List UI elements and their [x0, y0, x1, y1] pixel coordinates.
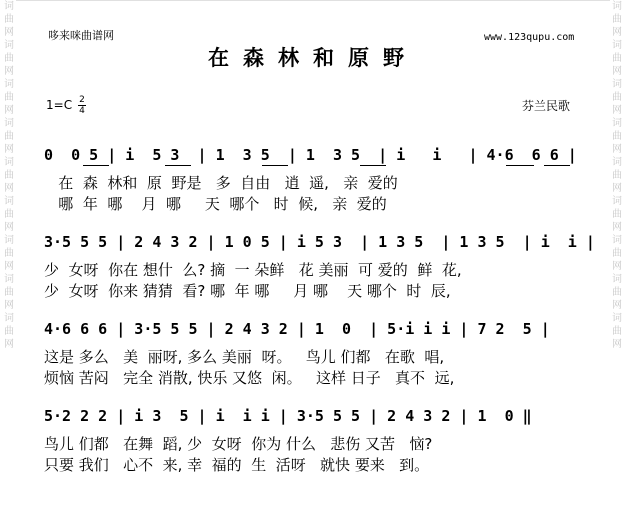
beam-line — [506, 165, 534, 166]
lyric-line-3-verse-2: 烦恼 苦闷 完全 消散, 快乐 又悠 闲。 这样 日子 真不 远, — [44, 369, 455, 387]
site-name: 哆来咪曲谱网 — [48, 29, 114, 42]
lyric-line-4-verse-2: 只要 我们 心不 来, 幸 福的 生 活呀 就快 要来 到。 — [44, 456, 430, 474]
watermark-right: 词曲网词曲网词曲网词曲网词曲网词曲网词曲网词曲网词曲网 — [612, 1, 622, 350]
lyric-line-4-verse-1: 鸟儿 们都 在舞 蹈, 少 女呀 你为 什么 悲伤 又苦 恼? — [44, 435, 433, 453]
meter-bottom: 4 — [79, 106, 85, 116]
lyric-line-1-verse-1: 在 森 林和 原 野是 多 自由 逍 遥, 亲 爱的 — [44, 174, 398, 192]
meter-top: 2 — [79, 95, 85, 105]
key-signature: 1=C — [46, 98, 73, 112]
page-top-rule — [16, 0, 610, 1]
notation-line-3: 4·6 6 6 | 3·5 5 5 | 2 4 3 2 | 1 0 | 5·i i i | 7 2 5 | — [44, 320, 550, 338]
lyric-line-1-verse-2: 哪 年 哪 月 哪 天 哪个 时 候, 亲 爱的 — [44, 195, 387, 213]
lyric-line-2-verse-2: 少 女呀 你来 猜猜 看? 哪 年 哪 月 哪 天 哪个 时 辰, — [44, 282, 451, 300]
song-origin: 芬兰民歌 — [522, 99, 571, 113]
notation-line-4: 5·2 2 2 | i 3 5 | i i i | 3·5 5 5 | 2 4 3 2 | 1 0 ‖ — [44, 407, 532, 425]
beam-line — [544, 165, 570, 166]
lyric-line-3-verse-1: 这是 多么 美 丽呀, 多么 美丽 呀。 鸟儿 们都 在歌 唱, — [44, 348, 445, 366]
song-title: 在森林和原野 — [208, 45, 418, 70]
beam-line — [83, 165, 109, 166]
site-url[interactable]: www.123qupu.com — [484, 32, 575, 43]
watermark-left: 词曲网词曲网词曲网词曲网词曲网词曲网词曲网词曲网词曲网 — [4, 1, 14, 350]
notation-line-2: 3·5 5 5 | 2 4 3 2 | 1 0 5 | i 5 3 | 1 3 5 | 1 3 5 | i i | — [44, 233, 595, 251]
notation-line-1: 0 0 5 | i 5 3 | 1 3 5 | 1 3 5 | i i | 4·6 6 6 | — [44, 146, 577, 164]
time-signature — [78, 95, 86, 116]
lyric-line-2-verse-1: 少 女呀 你在 想什 么? 摘 一 朵鲜 花 美丽 可 爱的 鲜 花, — [44, 261, 462, 279]
beam-line — [360, 165, 386, 166]
beam-line — [165, 165, 191, 166]
beam-line — [262, 165, 288, 166]
